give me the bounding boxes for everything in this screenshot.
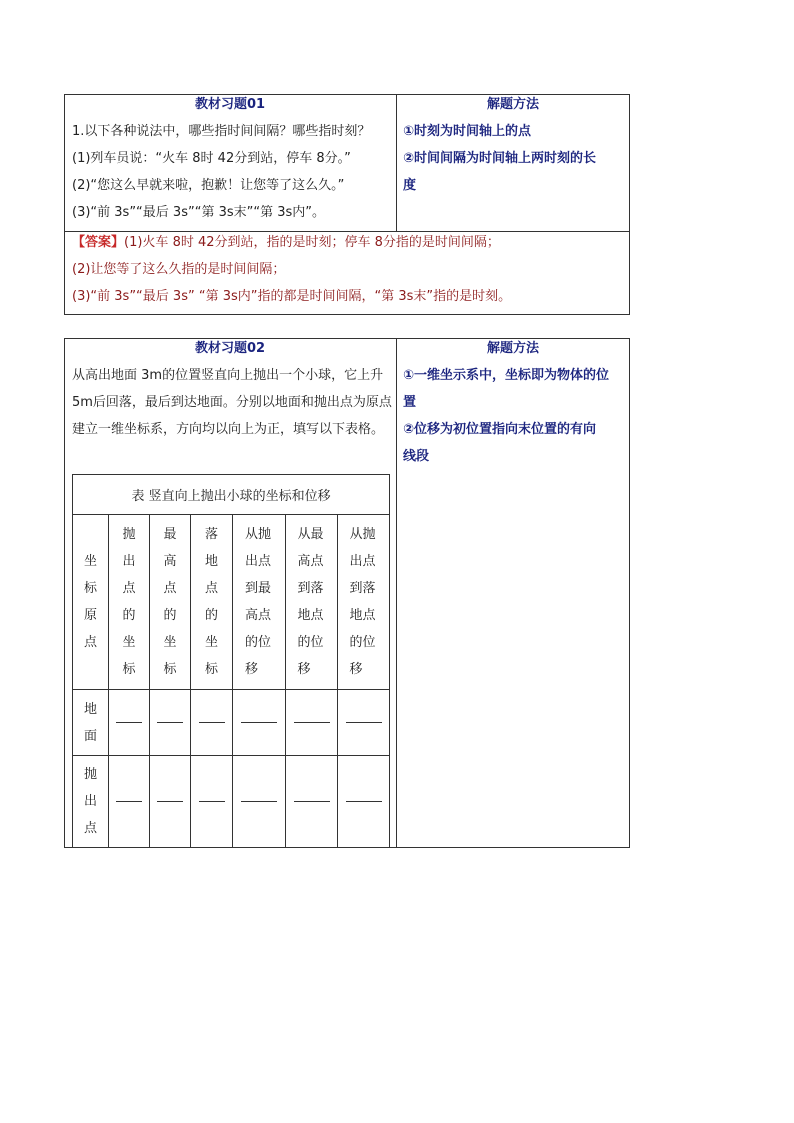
answer-text: (1)火车 8时 42分到站，指的是时刻；停车 8分指的是时间间隔； [124,235,500,250]
answer-blank[interactable] [191,690,233,756]
answer-blank[interactable] [338,690,390,756]
answer-blank[interactable] [109,756,150,848]
exercise-01-method-line: ②时间间隔为时间轴上两时刻的长 [403,151,597,166]
table-row [73,756,390,848]
exercise-02-method-title: 解题方法 [486,341,539,356]
table-row [73,690,390,756]
answer-blank[interactable] [233,690,286,756]
answer-blank[interactable] [150,690,191,756]
answer-blank[interactable] [191,756,233,848]
answer-blank[interactable] [233,756,286,848]
exercise-02-method-line: 线段 [403,449,430,464]
exercise-02-question: 从高出地面 3m的位置竖直向上抛出一个小球，它上升 5m后回落，最后到达地面。分别以地面和抛出点为原点建立一维坐标系，方向均以向上为正，填写以下表格。 [72,368,392,437]
header-peak-coord: 最高点的坐标 [150,515,191,690]
exercise-01-answer-line: (2)让您等了这么久指的是时间间隔； [72,262,286,277]
exercise-02-method-line: 置 [403,395,417,410]
exercise-02-method-line: ②位移为初位置指向末位置的有向 [403,422,597,437]
exercise-01-title: 教材习题01 [194,97,266,112]
header-landing-coord: 落地点的坐标 [191,515,233,690]
header-origin: 坐标原点 [73,515,109,690]
exercise-01-divider [396,94,397,231]
exercise-01-method-line: 度 [403,178,417,193]
answer-tag: 【答案】 [72,235,125,250]
header-launch-coord: 抛出点的坐标 [109,515,150,690]
exercise-02-method-line: ①一维坐示系中，坐标即为物体的位 [403,368,610,383]
exercise-01-method-line: ①时刻为时间轴上的点 [403,124,532,139]
coordinate-table [72,474,390,848]
header-peak-to-landing: 从最高点到落地点的位移 [286,515,338,690]
exercise-02-divider [396,338,397,848]
exercise-01-method-title: 解题方法 [486,97,539,112]
answer-blank[interactable] [109,690,150,756]
exercise-01-question-line: (3)“前 3s”“最后 3s”“第 3s末”“第 3s内”。 [72,205,325,220]
answer-blank[interactable] [150,756,191,848]
row-label-launch-point: 抛出点 [73,756,109,848]
exercise-01-answer-line: (3)“前 3s”“最后 3s” “第 3s内”指的都是时间间隔，“第 3s末”指的是时刻。 [72,289,512,304]
exercise-01-answer-line [72,229,500,256]
table-caption: 表 竖直向上抛出小球的坐标和位移 [73,475,390,515]
exercise-01-question-line: (2)“您这么早就来啦，抱歉！让您等了这么久。” [72,178,345,193]
answer-blank[interactable] [286,690,338,756]
exercise-02-title: 教材习题02 [194,341,266,356]
row-label-ground: 地面 [73,690,109,756]
header-launch-to-peak: 从抛出点到最高点的位移 [233,515,286,690]
answer-blank[interactable] [338,756,390,848]
answer-blank[interactable] [286,756,338,848]
exercise-01-question-line: (1)列车员说：“火车 8时 42分到站，停车 8分。” [72,151,351,166]
header-launch-to-landing: 从抛出点到落地点的位移 [338,515,390,690]
exercise-01-question-line: 1.以下各种说法中，哪些指时间间隔？哪些指时刻？ [72,124,371,139]
